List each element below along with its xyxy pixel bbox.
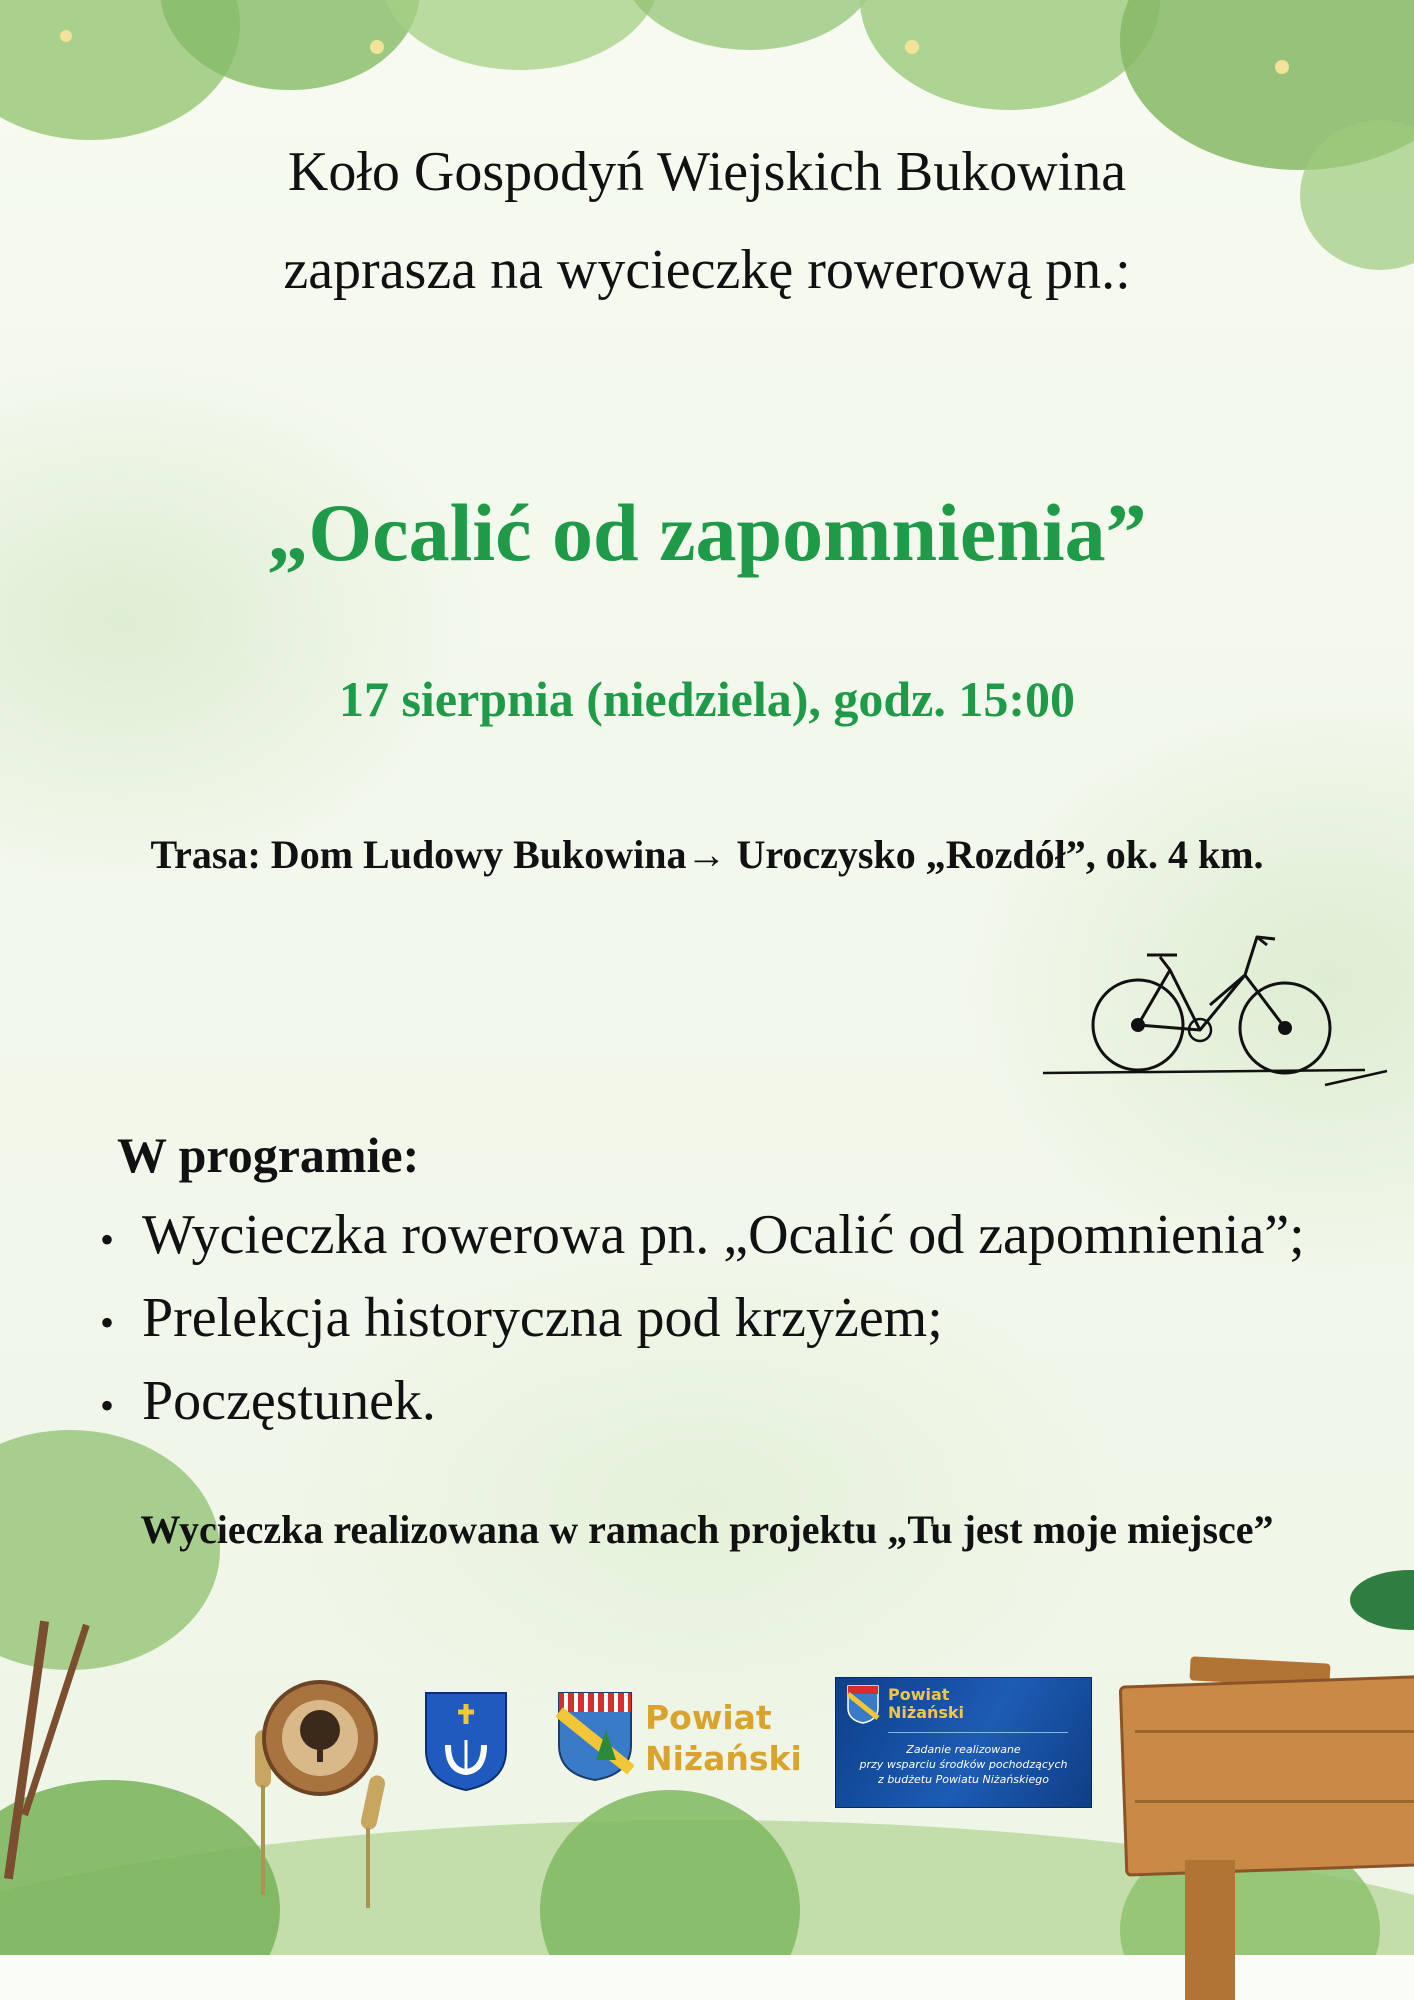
project-note: Wycieczka realizowana w ramach projektu „Tu jest moje miejsce” <box>140 1507 1274 1552</box>
program-list <box>100 1196 1305 1445</box>
banner-text <box>836 1742 1091 1787</box>
event-title: „Ocalić od zapomnienia” <box>267 487 1147 578</box>
program-heading: W programie: <box>117 1127 420 1183</box>
program-item: • Poczęstunek. <box>100 1362 1305 1445</box>
banner-text-line-3: z budżetu Powiatu Niżańskiego <box>878 1773 1049 1786</box>
invitation-line: zaprasza na wycieczkę rowerową pn.: <box>283 239 1131 301</box>
route-line: Trasa: Dom Ludowy Bukowina→ Uroczysko „Rozdół”, ok. 4 km. <box>150 832 1264 877</box>
banner-title-line-1: Powiat <box>888 1685 950 1704</box>
event-date: 17 sierpnia (niedziela), godz. 15:00 <box>338 671 1076 727</box>
powiat-line-1: Powiat <box>645 1698 772 1737</box>
powiat-line-2: Niżański <box>645 1739 802 1778</box>
kgw-bukowina-emblem <box>262 1680 378 1796</box>
banner-text-line-1: Zadanie realizowane <box>906 1743 1021 1756</box>
bicycle-icon <box>1035 925 1395 1090</box>
program-item: • Wycieczka rowerowa pn. „Ocalić od zapomnienia”; <box>100 1196 1305 1279</box>
banner-divider <box>888 1732 1068 1733</box>
powiat-coat-of-arms <box>556 1690 634 1782</box>
powiat-wordmark <box>645 1697 802 1779</box>
program-item: • Prelekcja historyczna pod krzyżem; <box>100 1279 1305 1362</box>
banner-title <box>888 1686 964 1722</box>
gmina-coat-of-arms <box>423 1690 509 1792</box>
funding-banner <box>835 1677 1092 1808</box>
banner-coat-of-arms <box>846 1684 880 1724</box>
banner-title-line-2: Niżański <box>888 1703 965 1722</box>
banner-text-line-2: przy wsparciu środków pochodzących <box>859 1758 1068 1771</box>
organizer-line: Koło Gospodyń Wiejskich Bukowina <box>287 141 1127 203</box>
